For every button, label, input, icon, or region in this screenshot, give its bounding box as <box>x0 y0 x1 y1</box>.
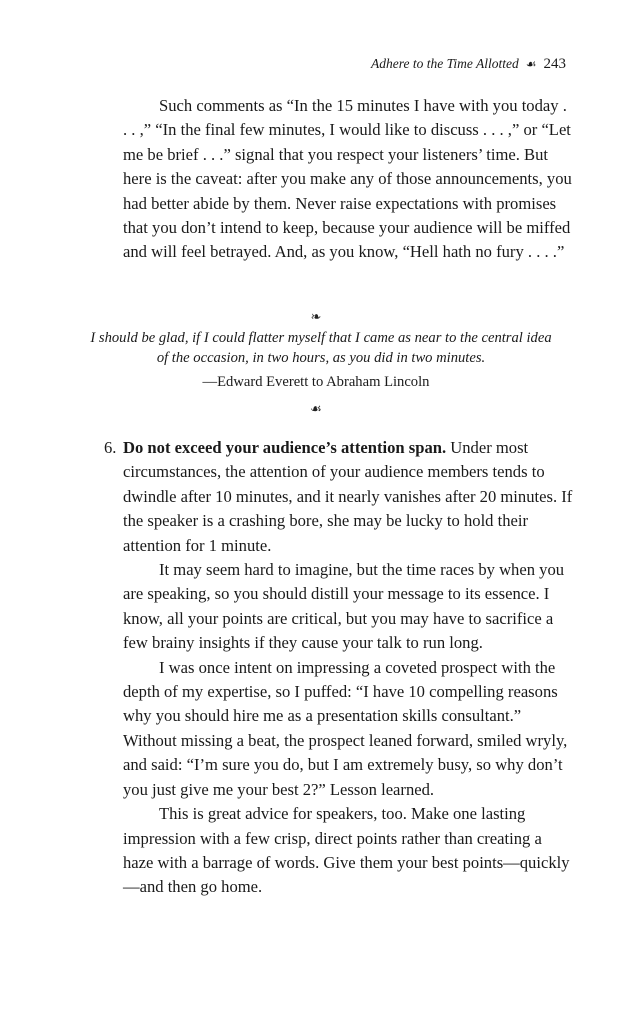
list-item-body <box>123 436 573 900</box>
list-item-lead-text: Under most circumstances, the attention of your audience members tends to dwindle after 10 minutes, and it nearly vanishes after 20 minutes. If the speaker is a crashing bore, she may be lucky to hold their attention for 1 minute. <box>123 438 573 555</box>
fleuron-divider-icon: ☙ <box>310 401 322 416</box>
body-paragraph: This is great advice for speakers, too. Make one lasting impression with a few crisp, direct points rather than creating a haze with a barrage of words. Give them your best points—quickly—and then go home. <box>123 804 570 897</box>
epigraph-quote: I should be glad, if I could flatter myself that I came as near to the central idea of the occasion, in two hours, as you did in two minutes. <box>90 330 552 366</box>
list-item-number: 6. <box>104 438 117 457</box>
running-head-title: Adhere to the Time Allotted <box>371 56 519 71</box>
body-paragraph: I was once intent on impressing a coveted prospect with the depth of my expertise, so I puffed: “I have 10 compelling reasons why you should hire me as a presentation skills consultant.” Without missing a beat, the prospect leaned forward, smiled wryly, and said: “I’m sure you do, but I am extremely busy, so why don’t you just give me your best 2?” Lesson learned. <box>123 657 568 799</box>
fleuron-icon: ☙ <box>525 57 537 71</box>
running-head <box>371 56 566 73</box>
intro-paragraph: Such comments as “In the 15 minutes I have with you today . . . ,” “In the final few minutes, I would like to discuss . . . ,” or “Let me be brief . . .” signal that you respect your listeners’ time. But here is the caveat: after you make any of those announcements, you had better abide by them. Never raise expectations with promises that you don’t intend to keep, because your audience will be miffed and will feel betrayed. And, as you know, “Hell hath no fury . . . .” <box>123 96 572 262</box>
fleuron-divider-icon: ❧ <box>310 309 322 324</box>
intro-block <box>123 94 573 265</box>
list-item-lead-paragraph <box>123 436 573 558</box>
epigraph-attribution: —Edward Everett to Abraham Lincoln <box>202 374 430 390</box>
page-number: 243 <box>543 56 566 72</box>
list-item-heading: Do not exceed your audience’s attention span. <box>123 438 447 457</box>
body-paragraph: It may seem hard to imagine, but the time races by when you are speaking, so you should distill your message to its essence. I know, all your points are critical, but you may have to sacrifice a few brainy insights if they cause your talk to run long. <box>123 560 565 653</box>
